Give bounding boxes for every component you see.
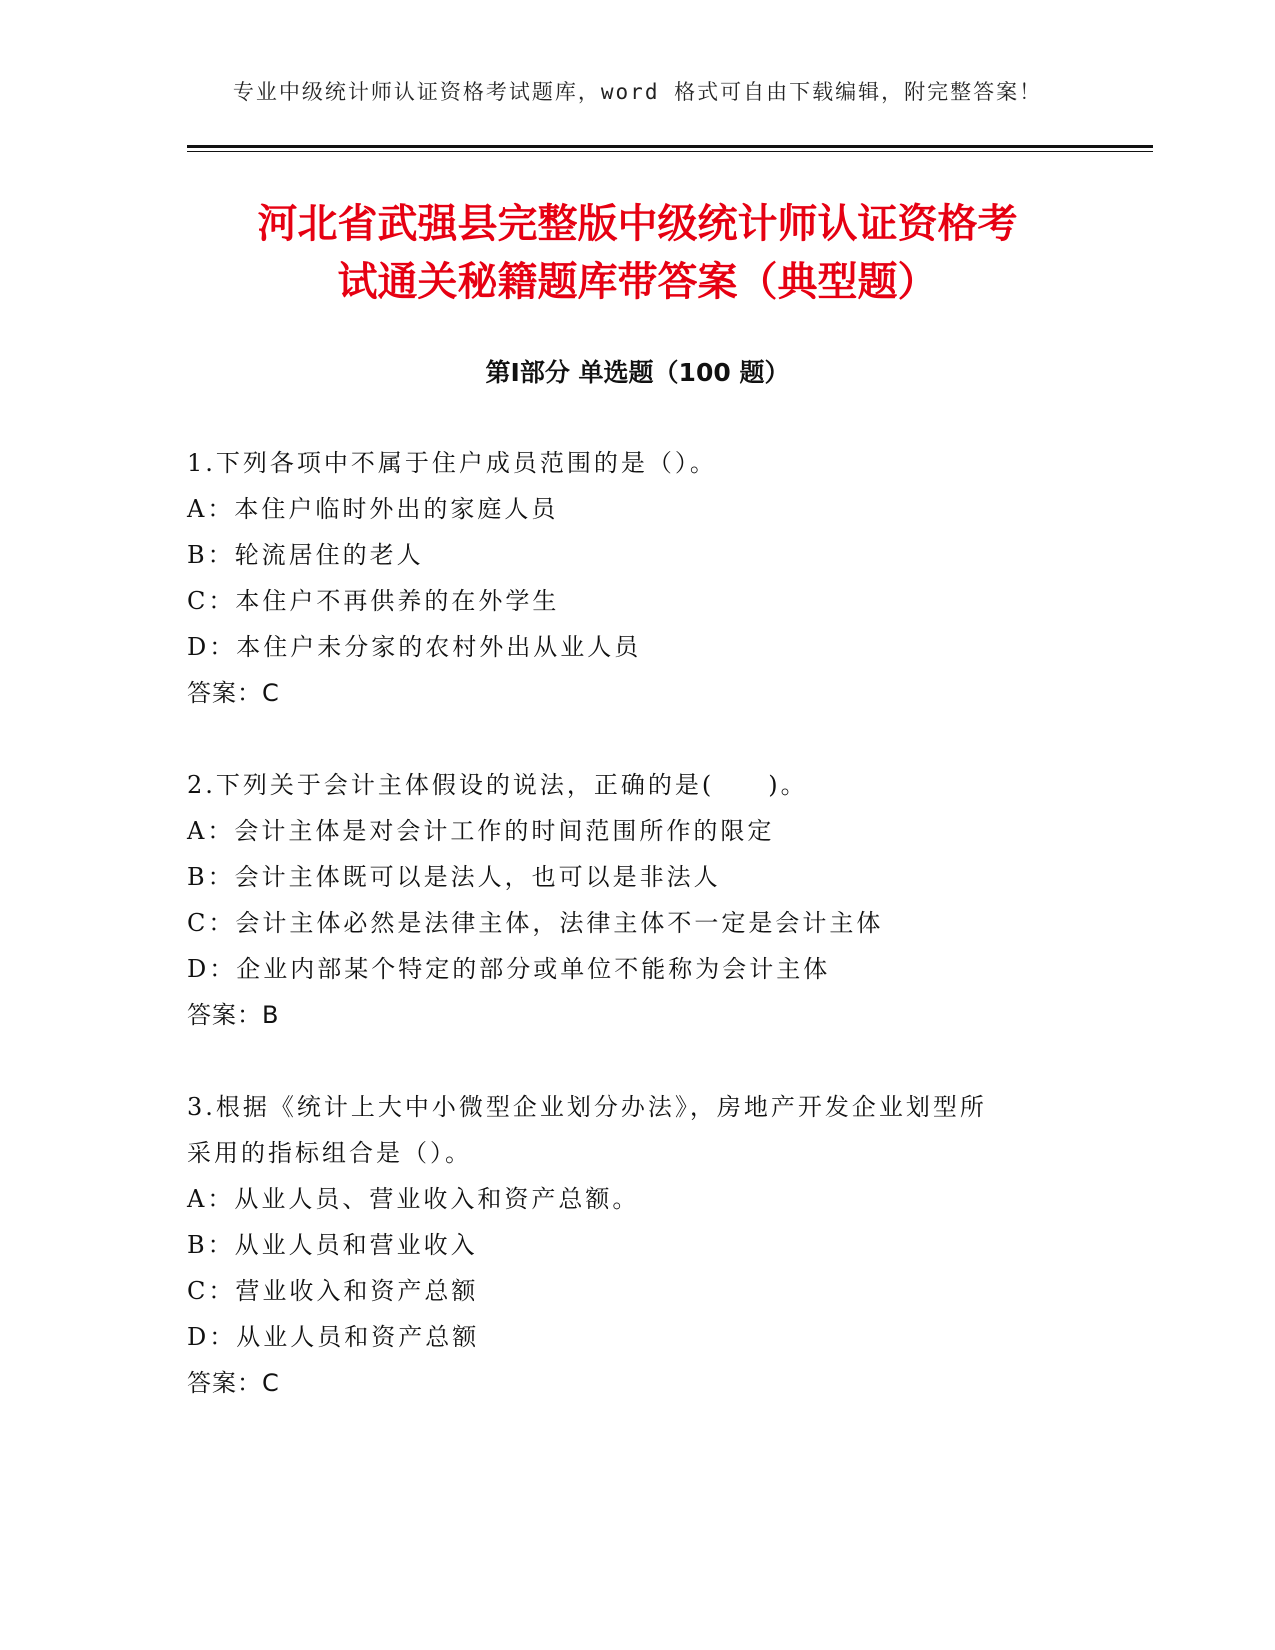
option-a: A：本住户临时外出的家庭人员 <box>187 495 559 523</box>
question-2 <box>187 762 1087 1038</box>
option-d: D：企业内部某个特定的部分或单位不能称为会计主体 <box>187 955 831 983</box>
question-stem-line-1: 3.根据《统计上大中小微型企业划分办法》，房地产开发企业划型所 <box>187 1093 987 1121</box>
option-a: A：从业人员、营业收入和资产总额。 <box>187 1185 640 1213</box>
option-c: C：本住户不再供养的在外学生 <box>187 587 560 615</box>
answer: 答案：C <box>187 679 280 707</box>
answer: 答案：B <box>187 1001 280 1029</box>
option-a: A：会计主体是对会计工作的时间范围所作的限定 <box>187 817 775 845</box>
document-title-line-1: 河北省武强县完整版中级统计师认证资格考 <box>257 201 1018 247</box>
question-stem: 1.下列各项中不属于住户成员范围的是（）。 <box>187 449 717 477</box>
header-rule-thin <box>187 151 1153 152</box>
question-list <box>187 440 1087 1452</box>
option-c: C：会计主体必然是法律主体，法律主体不一定是会计主体 <box>187 909 884 937</box>
option-d: D：本住户未分家的农村外出从业人员 <box>187 633 642 661</box>
option-b: B：轮流居住的老人 <box>187 541 424 569</box>
question-3 <box>187 1084 1087 1406</box>
option-b: B：从业人员和营业收入 <box>187 1231 478 1259</box>
option-c: C：营业收入和资产总额 <box>187 1277 479 1305</box>
section-title: 第Ⅰ部分 单选题（100 题） <box>485 358 790 387</box>
question-stem-line-2: 采用的指标组合是（）。 <box>187 1139 472 1167</box>
question-1 <box>187 440 1087 716</box>
option-d: D：从业人员和资产总额 <box>187 1323 480 1351</box>
header-note: 专业中级统计师认证资格考试题库，word 格式可自由下载编辑，附完整答案！ <box>232 80 1043 104</box>
header-rule-thick <box>187 145 1153 148</box>
question-stem: 2.下列关于会计主体假设的说法，正确的是( )。 <box>187 771 808 799</box>
document-title-line-2: 试通关秘籍题库带答案（典型题） <box>337 259 938 305</box>
option-b: B：会计主体既可以是法人，也可以是非法人 <box>187 863 721 891</box>
answer: 答案：C <box>187 1369 280 1397</box>
document-title <box>150 195 1125 311</box>
